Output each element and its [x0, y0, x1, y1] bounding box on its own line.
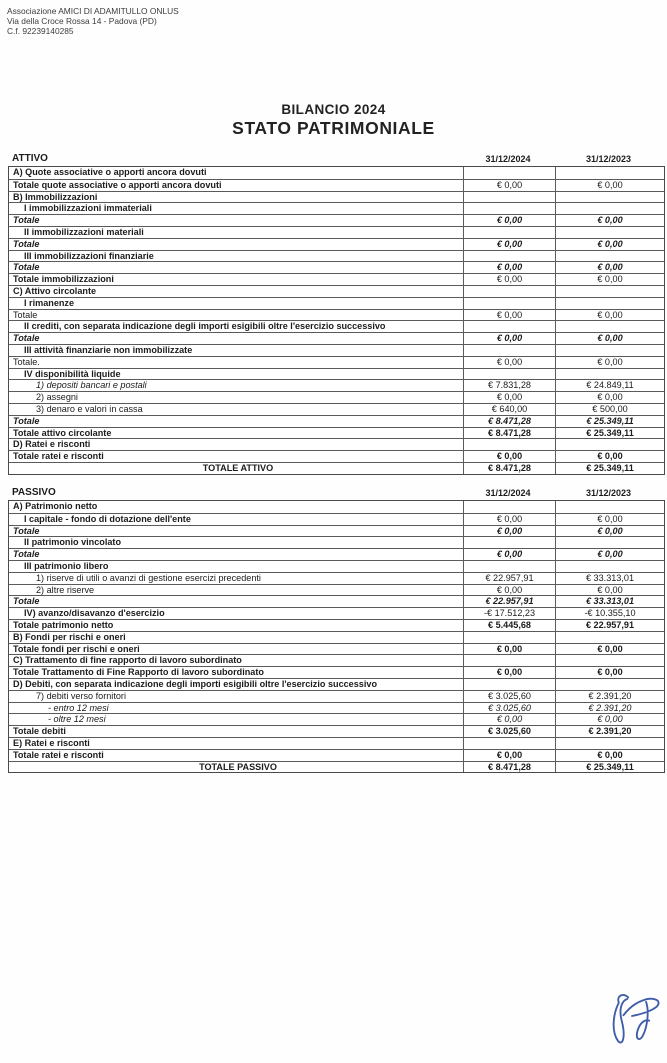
value-2023: € 0,00	[555, 667, 664, 678]
letterhead	[7, 6, 179, 36]
value-2024: € 8.471,28	[463, 428, 555, 439]
row-label: Totale	[13, 525, 40, 536]
value-2023	[555, 227, 664, 238]
row-label: Totale ratei e risconti	[13, 451, 104, 462]
row-label: Totale immobilizzazioni	[13, 274, 114, 285]
value-2023: € 0,00	[555, 392, 664, 403]
value-2023: € 0,00	[555, 239, 664, 250]
value-2024	[463, 286, 555, 297]
value-2024	[463, 439, 555, 450]
table-row	[9, 450, 664, 462]
table-row	[9, 690, 664, 702]
table-row	[9, 678, 664, 690]
table-row	[9, 167, 664, 179]
value-2024: € 0,00	[463, 239, 555, 250]
value-2024: € 0,00	[463, 585, 555, 596]
table-row	[9, 415, 664, 427]
row-label: III patrimonio libero	[24, 560, 109, 571]
value-2024	[463, 561, 555, 572]
value-2024	[463, 537, 555, 548]
value-2023: € 0,00	[555, 357, 664, 368]
table-row	[9, 713, 664, 725]
table-row	[9, 560, 664, 572]
value-2023: € 0,00	[555, 549, 664, 560]
table-row	[9, 273, 664, 285]
column-header-2023: 31/12/2023	[585, 154, 632, 164]
row-label: II crediti, con separata indicazione degli importi esigibili oltre l'esercizio successivo	[24, 321, 386, 332]
row-label: Totale Trattamento di Fine Rapporto di lavoro subordinato	[13, 667, 264, 678]
row-label: II immobilizzazioni materiali	[24, 226, 144, 237]
value-2024: € 3.025,60	[463, 726, 555, 737]
value-2024	[463, 345, 555, 356]
row-label: Totale patrimonio netto	[13, 619, 114, 630]
table-row	[9, 501, 664, 513]
attivo-section	[8, 150, 665, 475]
value-2024: € 0,00	[463, 357, 555, 368]
value-2023	[555, 439, 664, 450]
value-2023	[555, 501, 664, 513]
value-2023	[555, 286, 664, 297]
row-label: IV) avanzo/disavanzo d'esercizio	[24, 608, 165, 619]
row-label: IV disponibilità liquide	[24, 368, 121, 379]
row-label: D) Debiti, con separata indicazione degli importi esigibili oltre l'esercizio successivo	[13, 678, 377, 689]
org-fiscal-code: C.f. 92239140285	[7, 26, 74, 36]
row-label: Totale	[13, 238, 40, 249]
value-2023: € 25.349,11	[555, 428, 664, 439]
value-2023: € 0,00	[555, 514, 664, 525]
value-2023: € 2.391,20	[555, 703, 664, 714]
table-row	[9, 309, 664, 321]
column-header-2023: 31/12/2023	[585, 488, 632, 498]
value-2024	[463, 251, 555, 262]
value-2024	[463, 203, 555, 214]
row-label: B) Fondi per rischi e oneri	[13, 631, 126, 642]
signature-stroke-right	[623, 999, 658, 1039]
table-row	[9, 297, 664, 309]
value-2023: € 0,00	[555, 451, 664, 462]
passivo-header-row	[8, 484, 665, 500]
value-2024: € 0,00	[463, 180, 555, 191]
value-2024: € 0,00	[463, 262, 555, 273]
row-label: TOTALE PASSIVO	[199, 761, 277, 772]
value-2024	[463, 679, 555, 690]
value-2023	[555, 345, 664, 356]
table-row	[9, 332, 664, 344]
value-2023	[555, 537, 664, 548]
value-2024: € 0,00	[463, 514, 555, 525]
value-2023: € 0,00	[555, 180, 664, 191]
value-2023: € 25.349,11	[555, 416, 664, 427]
table-row	[9, 749, 664, 761]
signature-stroke-left	[614, 995, 629, 1042]
value-2024: € 0,00	[463, 274, 555, 285]
value-2024: € 3.025,60	[463, 703, 555, 714]
value-2024: € 0,00	[463, 750, 555, 761]
row-label: 7) debiti verso fornitori	[36, 690, 126, 701]
table-row	[9, 356, 664, 368]
value-2024: € 0,00	[463, 392, 555, 403]
value-2024: € 0,00	[463, 310, 555, 321]
row-label: B) Immobilizzazioni	[13, 191, 98, 202]
value-2024: € 0,00	[463, 451, 555, 462]
row-label: Totale ratei e risconti	[13, 749, 104, 760]
column-header-2024: 31/12/2024	[485, 488, 531, 498]
value-2024: € 0,00	[463, 714, 555, 725]
table-row	[9, 261, 664, 273]
table-row	[9, 427, 664, 439]
table-row	[9, 525, 664, 537]
row-label: 3) denaro e valori in cassa	[36, 403, 143, 414]
table-row	[9, 513, 664, 525]
value-2024: € 0,00	[463, 333, 555, 344]
row-label: D) Ratei e risconti	[13, 439, 91, 450]
table-row	[9, 595, 664, 607]
table-row	[9, 368, 664, 380]
row-label: E) Ratei e risconti	[13, 737, 90, 748]
value-2024: € 0,00	[463, 215, 555, 226]
value-2024	[463, 192, 555, 203]
value-2023	[555, 321, 664, 332]
value-2024	[463, 321, 555, 332]
title-block	[0, 102, 667, 139]
value-2023	[555, 369, 664, 380]
value-2024: € 0,00	[463, 526, 555, 537]
row-label: Totale	[13, 309, 38, 320]
row-label: I rimanenze	[24, 297, 75, 308]
table-row	[9, 631, 664, 643]
org-name: Associazione AMICI DI ADAMITULLO ONLUS	[7, 6, 179, 16]
value-2023: € 25.349,11	[555, 762, 664, 773]
table-row	[9, 737, 664, 749]
value-2023	[555, 203, 664, 214]
table-row	[9, 320, 664, 332]
value-2023	[555, 298, 664, 309]
value-2023	[555, 679, 664, 690]
value-2024	[463, 501, 555, 513]
passivo-section	[8, 484, 665, 773]
table-row	[9, 462, 664, 474]
table-row	[9, 191, 664, 203]
row-label: - oltre 12 mesi	[48, 714, 106, 725]
attivo-table	[8, 166, 665, 475]
row-label: 1) riserve di utili o avanzi di gestione esercizi precedenti	[36, 572, 261, 583]
value-2024: € 0,00	[463, 549, 555, 560]
section-title-passivo: PASSIVO	[12, 487, 56, 498]
table-row	[9, 344, 664, 356]
table-row	[9, 666, 664, 678]
value-2023: € 0,00	[555, 714, 664, 725]
value-2024: € 22.957,91	[463, 573, 555, 584]
section-title-attivo: ATTIVO	[12, 153, 48, 164]
table-row	[9, 238, 664, 250]
value-2024: € 22.957,91	[463, 596, 555, 607]
row-label: C) Attivo circolante	[13, 285, 97, 296]
table-row	[9, 548, 664, 560]
row-label: Totale fondi per rischi e oneri	[13, 643, 140, 654]
value-2023	[555, 655, 664, 666]
column-header-2024: 31/12/2024	[485, 154, 531, 164]
table-row	[9, 202, 664, 214]
value-2024: € 640,00	[463, 404, 555, 415]
value-2023: € 0,00	[555, 274, 664, 285]
value-2024: € 8.471,28	[463, 463, 555, 474]
value-2024: € 0,00	[463, 644, 555, 655]
document-title: BILANCIO 2024	[281, 102, 386, 117]
row-label: I immobilizzazioni immateriali	[24, 203, 152, 214]
value-2023: € 0,00	[555, 644, 664, 655]
value-2024	[463, 632, 555, 643]
value-2023	[555, 738, 664, 749]
value-2023: € 0,00	[555, 585, 664, 596]
row-label: III attività finanziarie non immobilizzate	[24, 344, 193, 355]
value-2024	[463, 369, 555, 380]
value-2024: € 0,00	[463, 667, 555, 678]
table-row	[9, 536, 664, 548]
value-2023: € 0,00	[555, 310, 664, 321]
value-2023: € 22.957,91	[555, 620, 664, 631]
value-2024	[463, 298, 555, 309]
value-2023: € 2.391,20	[555, 691, 664, 702]
value-2023	[555, 192, 664, 203]
row-label: 2) assegni	[36, 392, 78, 403]
value-2024: € 7.831,28	[463, 380, 555, 391]
row-label: I capitale - fondo di dotazione dell'ente	[24, 513, 191, 524]
table-row	[9, 643, 664, 655]
value-2023: € 33.313,01	[555, 596, 664, 607]
row-label: A) Patrimonio netto	[13, 501, 98, 511]
table-row	[9, 761, 664, 773]
value-2024	[463, 227, 555, 238]
value-2023	[555, 632, 664, 643]
table-row	[9, 214, 664, 226]
table-row	[9, 584, 664, 596]
row-label: 2) altre riserve	[36, 584, 95, 595]
table-row	[9, 438, 664, 450]
value-2023	[555, 167, 664, 179]
value-2024	[463, 738, 555, 749]
table-row	[9, 179, 664, 191]
value-2024	[463, 655, 555, 666]
row-label: Totale attivo circolante	[13, 427, 112, 438]
value-2024: € 8.471,28	[463, 416, 555, 427]
table-row	[9, 619, 664, 631]
table-row	[9, 379, 664, 391]
row-label: Totale.	[13, 356, 40, 367]
row-label: A) Quote associative o apporti ancora dovuti	[13, 167, 207, 177]
value-2023	[555, 561, 664, 572]
value-2023: € 33.313,01	[555, 573, 664, 584]
table-row	[9, 403, 664, 415]
row-label: III immobilizzazioni finanziarie	[24, 250, 154, 261]
passivo-table	[8, 500, 665, 773]
value-2023: € 0,00	[555, 750, 664, 761]
value-2024: -€ 17.512,23	[463, 608, 555, 619]
table-row	[9, 572, 664, 584]
row-label: Totale debiti	[13, 726, 66, 737]
row-label: Totale	[13, 333, 40, 344]
row-label: Totale	[13, 596, 40, 607]
value-2023	[555, 251, 664, 262]
document-subtitle: STATO PATRIMONIALE	[232, 118, 435, 138]
row-label: C) Trattamento di fine rapporto di lavoro subordinato	[13, 655, 242, 666]
table-row	[9, 250, 664, 262]
value-2024	[463, 167, 555, 179]
row-label: 1) depositi bancari e postali	[36, 380, 147, 391]
value-2023: -€ 10.355,10	[555, 608, 664, 619]
value-2024: € 8.471,28	[463, 762, 555, 773]
handwritten-signature	[586, 972, 664, 1060]
row-label: TOTALE ATTIVO	[202, 462, 274, 473]
table-row	[9, 702, 664, 714]
table-row	[9, 725, 664, 737]
value-2023: € 2.391,20	[555, 726, 664, 737]
table-row	[9, 391, 664, 403]
value-2023: € 0,00	[555, 526, 664, 537]
row-label: - entro 12 mesi	[48, 702, 109, 713]
table-row	[9, 607, 664, 619]
table-row	[9, 654, 664, 666]
row-label: Totale	[13, 549, 40, 560]
value-2023: € 0,00	[555, 333, 664, 344]
table-row	[9, 226, 664, 238]
value-2023: € 25.349,11	[555, 463, 664, 474]
row-label: Totale	[13, 415, 40, 426]
value-2023: € 0,00	[555, 215, 664, 226]
row-label: Totale quote associative o apporti ancora dovuti	[13, 179, 222, 190]
table-row	[9, 285, 664, 297]
value-2024: € 3.025,60	[463, 691, 555, 702]
value-2024: € 5.445,68	[463, 620, 555, 631]
org-address: Via della Croce Rossa 14 - Padova (PD)	[7, 16, 157, 26]
row-label: Totale	[13, 215, 40, 226]
row-label: Totale	[13, 262, 40, 273]
attivo-header-row	[8, 150, 665, 166]
value-2023: € 500,00	[555, 404, 664, 415]
value-2023: € 24.849,11	[555, 380, 664, 391]
value-2023: € 0,00	[555, 262, 664, 273]
row-label: II patrimonio vincolato	[24, 537, 122, 548]
